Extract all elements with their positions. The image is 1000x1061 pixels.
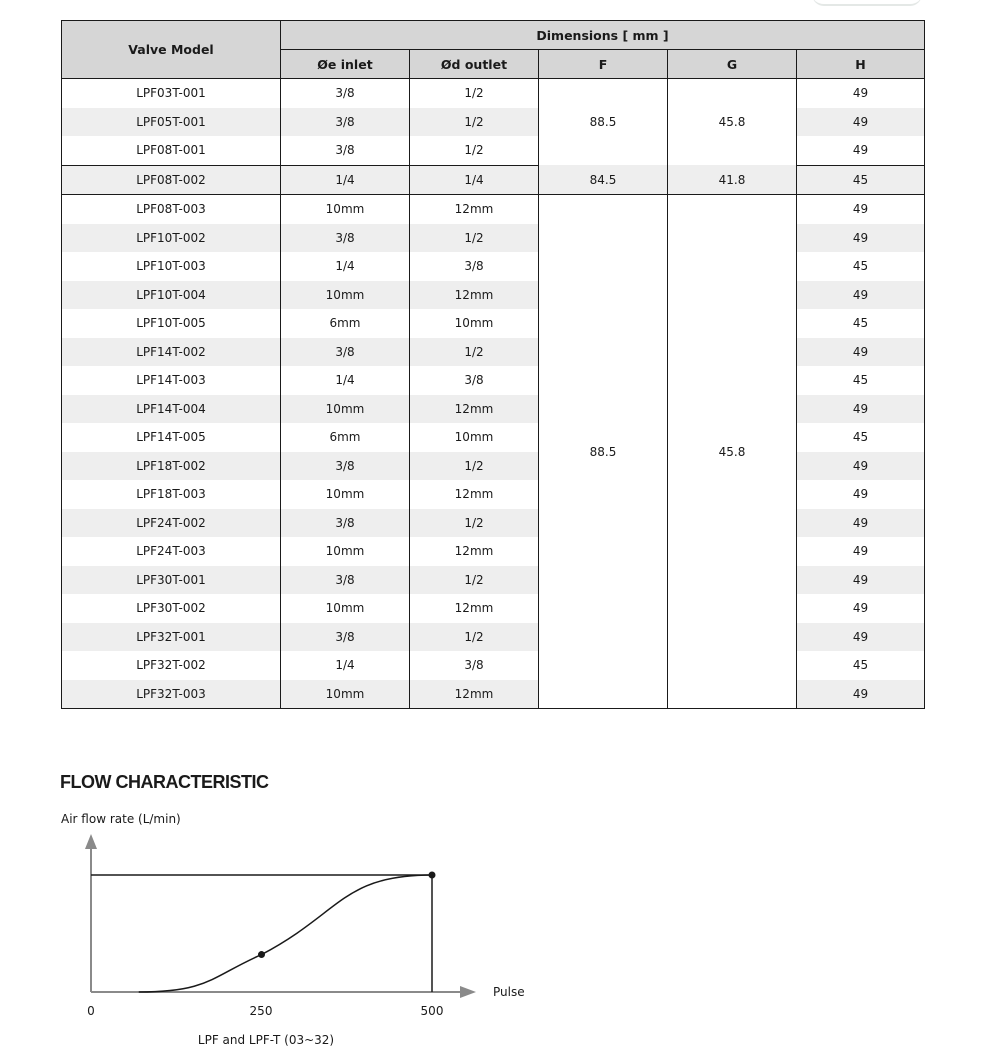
curve-point-1 xyxy=(429,872,436,879)
cell-model: LPF30T-001 xyxy=(62,566,281,595)
curve-point-0 xyxy=(258,951,265,958)
cell-outlet: 3/8 xyxy=(410,252,539,281)
cell-h: 49 xyxy=(797,594,925,623)
cell-outlet: 12mm xyxy=(410,395,539,424)
cell-model: LPF18T-002 xyxy=(62,452,281,481)
x-axis-arrow-icon xyxy=(460,986,476,998)
cell-h: 45 xyxy=(797,165,925,195)
cell-model: LPF10T-002 xyxy=(62,224,281,253)
cell-inlet: 1/4 xyxy=(281,651,410,680)
cell-model: LPF14T-004 xyxy=(62,395,281,424)
cell-h: 49 xyxy=(797,509,925,538)
cell-outlet: 10mm xyxy=(410,309,539,338)
cell-outlet: 1/2 xyxy=(410,338,539,367)
table-row xyxy=(62,195,925,224)
flow-characteristic-chart xyxy=(0,800,560,1061)
flow-curve xyxy=(139,875,432,992)
cell-h: 45 xyxy=(797,651,925,680)
cell-inlet: 3/8 xyxy=(281,509,410,538)
cell-outlet: 1/2 xyxy=(410,79,539,108)
chart-caption: LPF and LPF-T (03~32) xyxy=(197,1033,335,1047)
cell-model: LPF10T-005 xyxy=(62,309,281,338)
header-f: F xyxy=(539,50,668,79)
x-tick-500: 500 xyxy=(420,1004,444,1018)
cell-h: 49 xyxy=(797,395,925,424)
header-valve-model: Valve Model xyxy=(62,21,281,79)
cell-outlet: 3/8 xyxy=(410,366,539,395)
cell-model: LPF08T-002 xyxy=(62,165,281,195)
cell-model: LPF03T-001 xyxy=(62,79,281,108)
cell-outlet: 1/2 xyxy=(410,566,539,595)
cell-inlet: 3/8 xyxy=(281,136,410,165)
cell-h: 45 xyxy=(797,423,925,452)
header-inlet: Øe inlet xyxy=(281,50,410,79)
cell-h: 49 xyxy=(797,566,925,595)
header-g: G xyxy=(668,50,797,79)
cell-inlet: 6mm xyxy=(281,309,410,338)
cell-inlet: 10mm xyxy=(281,195,410,224)
cell-outlet: 12mm xyxy=(410,480,539,509)
flow-characteristic-title: FLOW CHARACTERISTIC xyxy=(60,772,269,792)
cell-outlet: 1/2 xyxy=(410,509,539,538)
cell-inlet: 3/8 xyxy=(281,79,410,108)
header-h: H xyxy=(797,50,925,79)
cell-h: 49 xyxy=(797,195,925,224)
cell-inlet: 10mm xyxy=(281,281,410,310)
cell-inlet: 3/8 xyxy=(281,452,410,481)
cell-h: 45 xyxy=(797,252,925,281)
table-row xyxy=(62,79,925,108)
cell-model: LPF32T-001 xyxy=(62,623,281,652)
cell-g: 45.8 xyxy=(668,79,797,166)
cell-inlet: 3/8 xyxy=(281,338,410,367)
x-tick-0: 0 xyxy=(87,1004,95,1018)
cell-inlet: 1/4 xyxy=(281,366,410,395)
cell-outlet: 12mm xyxy=(410,594,539,623)
cell-h: 49 xyxy=(797,680,925,709)
cell-inlet: 10mm xyxy=(281,480,410,509)
table-row xyxy=(62,165,925,195)
cell-inlet: 6mm xyxy=(281,423,410,452)
cell-h: 49 xyxy=(797,136,925,165)
cell-outlet: 1/2 xyxy=(410,623,539,652)
cell-model: LPF24T-003 xyxy=(62,537,281,566)
cell-outlet: 1/4 xyxy=(410,165,539,195)
cell-model: LPF30T-002 xyxy=(62,594,281,623)
cell-h: 49 xyxy=(797,281,925,310)
cell-model: LPF14T-002 xyxy=(62,338,281,367)
cell-h: 49 xyxy=(797,480,925,509)
cell-f: 88.5 xyxy=(539,195,668,709)
cell-h: 49 xyxy=(797,537,925,566)
header-outlet: Ød outlet xyxy=(410,50,539,79)
cell-h: 49 xyxy=(797,338,925,367)
cell-outlet: 1/2 xyxy=(410,224,539,253)
valve-dimensions-table xyxy=(61,20,925,709)
plot-area xyxy=(91,872,436,993)
cell-outlet: 3/8 xyxy=(410,651,539,680)
cell-inlet: 1/4 xyxy=(281,165,410,195)
cell-h: 49 xyxy=(797,623,925,652)
cell-inlet: 3/8 xyxy=(281,108,410,137)
y-axis-arrow-icon xyxy=(85,834,97,849)
cell-outlet: 1/2 xyxy=(410,136,539,165)
cell-h: 45 xyxy=(797,366,925,395)
cell-h: 49 xyxy=(797,224,925,253)
cell-outlet: 12mm xyxy=(410,680,539,709)
cell-h: 45 xyxy=(797,309,925,338)
x-axis-label: Pulse xyxy=(493,985,525,999)
cell-model: LPF05T-001 xyxy=(62,108,281,137)
cell-g: 45.8 xyxy=(668,195,797,709)
cell-outlet: 12mm xyxy=(410,537,539,566)
cell-model: LPF18T-003 xyxy=(62,480,281,509)
cell-inlet: 3/8 xyxy=(281,566,410,595)
cell-f: 84.5 xyxy=(539,165,668,195)
cell-inlet: 3/8 xyxy=(281,623,410,652)
cell-h: 49 xyxy=(797,108,925,137)
cell-f: 88.5 xyxy=(539,79,668,166)
y-axis-label: Air flow rate (L/min) xyxy=(61,812,181,826)
x-tick-250: 250 xyxy=(249,1004,273,1018)
cell-model: LPF14T-005 xyxy=(62,423,281,452)
cell-inlet: 10mm xyxy=(281,594,410,623)
cell-model: LPF10T-003 xyxy=(62,252,281,281)
cell-outlet: 10mm xyxy=(410,423,539,452)
cell-inlet: 3/8 xyxy=(281,224,410,253)
cell-inlet: 10mm xyxy=(281,537,410,566)
cell-model: LPF32T-003 xyxy=(62,680,281,709)
cell-model: LPF08T-001 xyxy=(62,136,281,165)
cell-model: LPF14T-003 xyxy=(62,366,281,395)
cell-inlet: 10mm xyxy=(281,395,410,424)
cell-h: 49 xyxy=(797,79,925,108)
cell-outlet: 12mm xyxy=(410,195,539,224)
cell-outlet: 1/2 xyxy=(410,108,539,137)
cell-outlet: 12mm xyxy=(410,281,539,310)
cell-model: LPF24T-002 xyxy=(62,509,281,538)
cell-inlet: 1/4 xyxy=(281,252,410,281)
decorative-arc xyxy=(812,0,922,6)
cell-inlet: 10mm xyxy=(281,680,410,709)
cell-g: 41.8 xyxy=(668,165,797,195)
cell-model: LPF32T-002 xyxy=(62,651,281,680)
cell-model: LPF08T-003 xyxy=(62,195,281,224)
header-dimensions: Dimensions [ mm ] xyxy=(281,21,925,50)
cell-outlet: 1/2 xyxy=(410,452,539,481)
cell-h: 49 xyxy=(797,452,925,481)
cell-model: LPF10T-004 xyxy=(62,281,281,310)
